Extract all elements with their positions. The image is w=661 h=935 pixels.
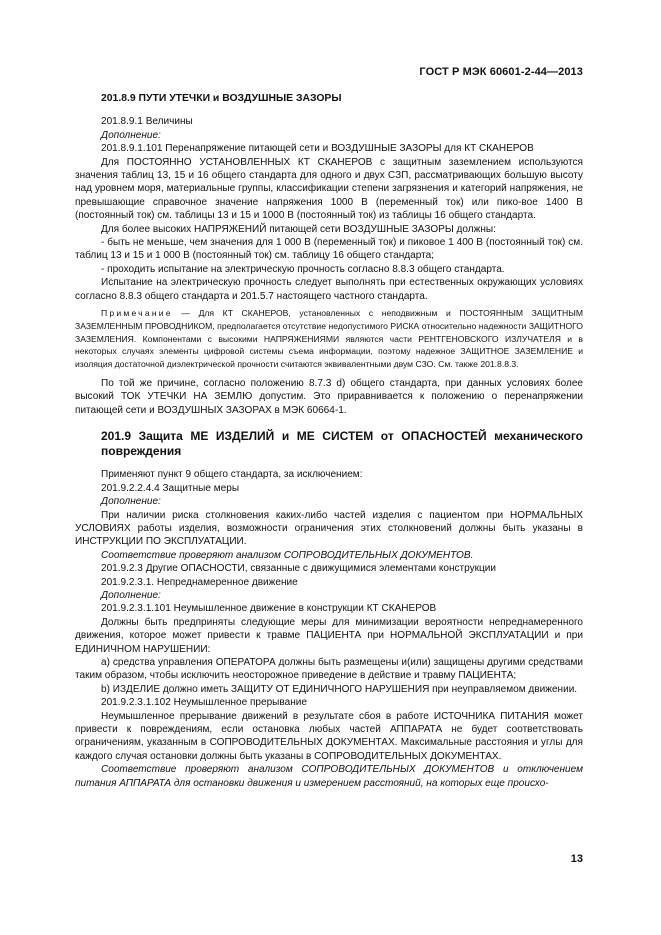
paragraph: 201.9.2.3.1.101 Неумышленное движение в конструкции КТ СКАНЕРОВ bbox=[101, 603, 437, 615]
paragraph: 201.9.2.3 Другие ОПАСНОСТИ, связанные с движущимися элементами конструкции bbox=[101, 563, 496, 575]
list-item: а) средства управления ОПЕРАТОРА должны быть размещены и(или) защищены другими средствами таким образом, чтобы исключить неосторожное приведение в действие и травму ПАЦИЕНТА; bbox=[75, 656, 583, 682]
page-number: 13 bbox=[570, 853, 583, 865]
page-content bbox=[75, 92, 583, 790]
paragraph: Неумышленное прерывание движений в результате сбоя в работе ИСТОЧНИКА ПИТАНИЯ может привести к повреждениям, если остановка любых частей АППАРАТА не будет соответствовать ограничениям, указанным в СОПРОВОДИТЕЛЬНЫХ ДОКУМЕНТАХ. Максимальные расстояния и углы для каждого случая остановки должны быть указаны в СОПРОВОДИТЕЛЬНЫХ ДОКУМЕНТАХ. bbox=[75, 710, 583, 762]
paragraph: Должны быть предприняты следующие меры для минимизации вероятности непреднамеренного движения, которое может привести к травме ПАЦИЕНТА при НОРМАЛЬНОЙ ЭКСПЛУАТАЦИИ и при ЕДИНИЧНОМ НАРУШЕНИИ: bbox=[75, 616, 583, 655]
paragraph: Для ПОСТОЯННО УСТАНОВЛЕННЫХ КТ СКАНЕРОВ с защитным заземлением используются значения таблиц 13, 15 и 16 общего стандарта для одного и двух СЗП, рассматривающих большую высоту над уровнем моря, материальные группы, классификации степени загрязнения и категорий напряжения, не превышающие справочное значение напряжения 1000 В (переменный ток) или пико-вое 1400 В (постоянный ток) см. таблицы 13 и 15 и 1000 В (постоянный ток) из таблицы 16 общего стандарта. bbox=[75, 156, 583, 222]
paragraph: Испытание на электрическую прочность следует выполнять при естественных окружающих условиях согласно 8.8.3 общего стандарта и 201.5.7 настоящего частного стандарта. bbox=[75, 277, 583, 302]
addition-label: Дополнение: bbox=[101, 129, 161, 141]
section-heading-9: 201.9 Защита МЕ ИЗДЕЛИЙ и МЕ СИСТЕМ от ОПАСНОСТЕЙ механического повреждения bbox=[101, 429, 583, 458]
note bbox=[75, 307, 583, 371]
note-label: Примечание bbox=[101, 308, 173, 319]
addition-label: Дополнение: bbox=[101, 496, 161, 508]
list-item: - быть не меньше, чем значения для 1 000 В (переменный ток) и пиковое 1 400 В (постоянный ток) см. таблиц 13 и 15 и 1 000 В (постоянный ток) см. таблицу 16 общего стандарта; bbox=[75, 237, 583, 262]
list-item: - проходить испытание на электрическую прочность согласно 8.8.3 общего стандарта. bbox=[101, 263, 505, 275]
paragraph: Для более высоких НАПРЯЖЕНИЙ питающей сети ВОЗДУШНЫЕ ЗАЗОРЫ должны: bbox=[101, 223, 496, 235]
paragraph: 201.9.2.2.4.4 Защитные меры bbox=[101, 482, 240, 494]
paragraph: 201.9.2.3.1. Непреднамеренное движение bbox=[101, 576, 298, 588]
document-header: ГОСТ Р МЭК 60601-2-44—2013 bbox=[419, 66, 583, 78]
paragraph: Применяют пункт 9 общего стандарта, за исключением: bbox=[101, 469, 363, 481]
paragraph: 201.8.9.1 Величины bbox=[101, 116, 193, 128]
addition-label: Дополнение: bbox=[101, 589, 161, 601]
paragraph: 201.9.2.3.1.102 Неумышленное прерывание bbox=[101, 697, 307, 709]
paragraph: По той же причине, согласно положению 8.7.3 d) общего стандарта, при данных условиях более высокий ТОК УТЕЧКИ НА ЗЕМЛЮ допустим. Это приравнивается к положению о перенапряжении питающей сети и ВОЗДУШНЫХ ЗАЗОРАХ в МЭК 60664-1. bbox=[75, 378, 583, 416]
compliance-statement: Соответствие проверяют анализом СОПРОВОДИТЕЛЬНЫХ ДОКУМЕНТОВ и отключением питания АППАРАТА для остановки движения и измерением расстояний, на которых еще происхо- bbox=[75, 764, 583, 789]
section-heading-8-9: 201.8.9 ПУТИ УТЕЧКИ и ВОЗДУШНЫЕ ЗАЗОРЫ bbox=[101, 93, 342, 104]
paragraph: 201.8.9.1.101 Перенапряжение питающей сети и ВОЗДУШНЫЕ ЗАЗОРЫ для КТ СКАНЕРОВ bbox=[101, 143, 534, 155]
list-item: b) ИЗДЕЛИЕ должно иметь ЗАЩИТУ ОТ ЕДИНИЧНОГО НАРУШЕНИЯ при неуправляемом движении. bbox=[101, 683, 578, 695]
compliance-statement: Соответствие проверяют анализом СОПРОВОДИТЕЛЬНЫХ ДОКУМЕНТОВ. bbox=[101, 549, 474, 561]
paragraph: При наличии риска столкновения каких-либо частей изделия с пациентом при НОРМАЛЬНЫХ УСЛОВИЯХ работы изделия, возможности ограничения этих столкновений должны быть указаны в ИНСТРУКЦИИ ПО ЭКСПЛУАТАЦИИ. bbox=[75, 509, 583, 548]
note-text: — Для КТ СКАНЕРОВ, установленных с неподвижным и ПОСТОЯННЫМ ЗАЩИТНЫМ ЗАЗЕМЛЕННЫМ ПРОВОДНИКОМ, предполагается отсутствие недопустимого РИСКА относительно надежности ЗАЩИТНОГО ЗАЗЕМЛЕНИЯ. Компонентами с высокими НАПРЯЖЕНИЯМИ являются части РЕНТГЕНОВСКОГО ИЗЛУЧАТЕЛЯ и в некоторых случаях элементы цифровой системы съема информации, поэтому надежное ЗАЩИТНОЕ ЗАЗЕМЛЕНИЕ и изоляция достаточной диэлектрической прочности считаются эквивалентными двум СЗО. См. также 201.8.8.3. bbox=[75, 308, 583, 370]
